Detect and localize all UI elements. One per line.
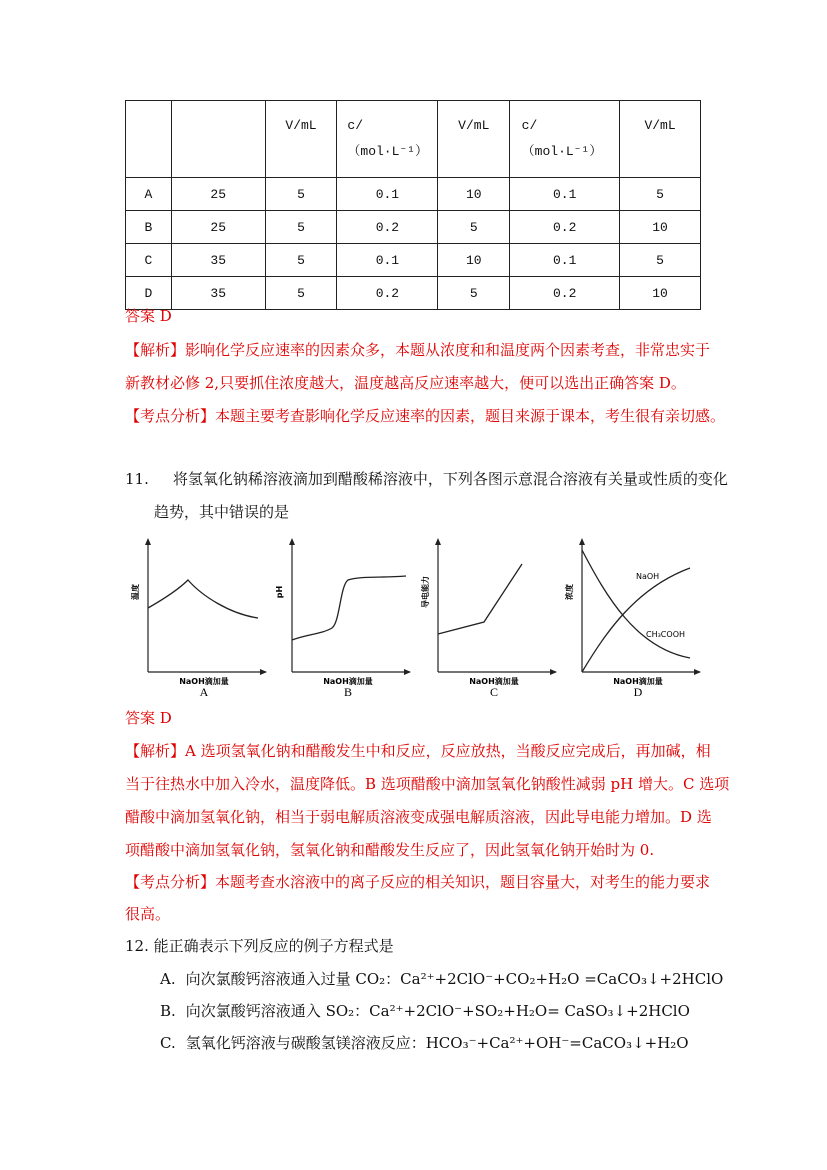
q12-option [160, 1033, 707, 1053]
chart-ylabel: 导电能力 [421, 576, 430, 608]
table-cell: B [126, 211, 172, 244]
chart-xlabel: NaOH滴加量 [179, 677, 229, 686]
ph-curve [292, 576, 406, 640]
chart-xlabel: NaOH滴加量 [613, 677, 663, 686]
table-cell: 0.2 [510, 277, 620, 310]
header-text: V/mL [644, 118, 676, 133]
chart-c [421, 536, 557, 699]
x-axis-arrow [260, 669, 267, 675]
table-header-cell [620, 101, 701, 178]
table-cell: 0.2 [510, 211, 620, 244]
table-cell: 5 [620, 244, 701, 277]
conductivity-curve [438, 564, 522, 634]
q11-point-line [125, 872, 711, 892]
header-text: c/（mol·L⁻¹） [521, 118, 603, 159]
table-row [126, 244, 701, 277]
table-cell: 35 [171, 277, 265, 310]
table-cell: 0.1 [510, 178, 620, 211]
table-cell: 0.1 [337, 244, 438, 277]
q11-analysis-line: 醋酸中滴加氢氧化钠，相当于弱电解质溶液变成强电解质溶液，因此导电能力增加。D 选 [125, 808, 712, 826]
table-cell: 10 [438, 244, 510, 277]
q12-stem: 12. 能正确表示下列反应的例子方程式是 [125, 937, 394, 955]
question-number: 11. [125, 470, 149, 488]
q11-stem [125, 469, 728, 489]
x-axis-arrow [550, 669, 557, 675]
option-text: 向次氯酸钙溶液通入 SO₂：Ca²⁺+2ClO⁻+SO₂+H₂O= CaSO₃↓+2HClO [185, 1002, 690, 1020]
q11-point-line: 很高。 [125, 905, 171, 923]
series-label-naoh: NaOH [636, 572, 660, 581]
analysis-text: A 选项氢氧化钠和醋酸发生中和反应，反应放热，当酸反应完成后，再加碱，相 [185, 742, 711, 760]
experiment-table [125, 100, 701, 310]
chart-c-svg [421, 536, 557, 699]
table-header-cell [265, 101, 337, 178]
option-text: 向次氯酸钙溶液通入过量 CO₂：Ca²⁺+2ClO⁻+CO₂+H₂O =CaCO₃↓+2HClO [185, 970, 724, 988]
naoh-curve [582, 568, 690, 672]
q11-stem-line2: 趋势，其中错误的是 [154, 503, 290, 521]
table-row [126, 178, 701, 211]
q12-option [160, 969, 724, 989]
table-cell: D [126, 277, 172, 310]
table-cell: 5 [265, 178, 337, 211]
point-tag: 【考点分析】 [125, 873, 216, 891]
analysis-tag: 【解析】 [125, 341, 186, 359]
table-header-cell [337, 101, 438, 178]
table-cell: 10 [620, 277, 701, 310]
table-cell: 25 [171, 211, 265, 244]
table-header-cell [126, 101, 172, 178]
option-text: 氢氧化钙溶液与碳酸氢镁溶液反应：HCO₃⁻+Ca²⁺+OH⁻=CaCO₃↓+H₂O [185, 1034, 689, 1052]
table-cell: 5 [265, 211, 337, 244]
chart-ylabel: pH [275, 585, 284, 599]
option-label: C. [160, 1034, 176, 1052]
table-row [126, 277, 701, 310]
chart-sublabel: C [489, 685, 499, 699]
analysis-tag: 【解析】 [125, 742, 186, 760]
y-axis-arrow [579, 538, 585, 545]
q10-analysis-line [125, 340, 711, 360]
q11-charts [131, 536, 708, 699]
header-text: V/mL [285, 118, 317, 133]
x-axis-arrow [404, 669, 411, 675]
q12-option [160, 1001, 707, 1021]
chart-d-svg [565, 536, 701, 699]
acetic-acid-curve [582, 550, 690, 658]
q10-answer: 答案 D [125, 307, 172, 325]
table-cell: 0.1 [337, 178, 438, 211]
table-cell: 35 [171, 244, 265, 277]
q11-analysis-line: 当于往热水中加入冷水，温度降低。B 选项醋酸中滴加氢氧化钠酸性减弱 pH 增大。C 选项 [125, 775, 730, 793]
point-text: 本题考查水溶液中的离子反应的相关知识，题目容量大，对考生的能力要求 [215, 873, 711, 891]
table-cell: 5 [620, 178, 701, 211]
chart-a [131, 536, 267, 699]
q11-analysis-line [125, 741, 711, 761]
header-text: V/mL [458, 118, 490, 133]
chart-b [275, 536, 411, 699]
table-cell: A [126, 178, 172, 211]
y-axis-arrow [289, 538, 295, 545]
table-cell: 25 [171, 178, 265, 211]
table-cell: 5 [265, 244, 337, 277]
table-cell: 5 [438, 277, 510, 310]
chart-sublabel: B [343, 685, 353, 699]
table-cell: 10 [620, 211, 701, 244]
y-axis-arrow [435, 538, 441, 545]
table-cell: 5 [265, 277, 337, 310]
x-axis-arrow [694, 669, 701, 675]
table-cell: C [126, 244, 172, 277]
y-axis-arrow [145, 538, 151, 545]
table-row [126, 211, 701, 244]
chart-xlabel: NaOH滴加量 [323, 677, 373, 686]
chart-a-svg [131, 536, 267, 699]
series-label-acetic-acid: CH₃COOH [646, 630, 686, 639]
table-header-row [126, 101, 701, 178]
chart-d [565, 536, 701, 699]
q11-analysis-line: 项醋酸中滴加氢氧化钠，氢氧化钠和醋酸发生反应了，因此氢氧化钠开始时为 0. [125, 841, 655, 859]
option-label: B. [160, 1002, 176, 1020]
table-header-cell [510, 101, 620, 178]
q10-analysis-line: 新教材必修 2,只要抓住浓度越大，温度越高反应速率越大，便可以选出正确答案 D。 [125, 374, 686, 392]
chart-sublabel: A [199, 685, 209, 699]
question-text: 将氢氧化钠稀溶液滴加到醋酸稀溶液中，下列各图示意混合溶液有关量或性质的变化 [172, 470, 728, 488]
chart-sublabel: D [633, 685, 643, 699]
option-label: A. [160, 970, 176, 988]
chart-b-svg [275, 536, 411, 699]
table-cell: 5 [438, 211, 510, 244]
temperature-curve [148, 580, 258, 618]
table-header-cell [438, 101, 510, 178]
point-tag: 【考点分析】 [125, 407, 216, 425]
point-text: 本题主要考查影响化学反应速率的因素，题目来源于课本，考生很有亲切感。 [215, 407, 726, 425]
q10-point-line [125, 406, 726, 426]
chart-ylabel: 浓度 [565, 584, 574, 600]
analysis-text: 影响化学反应速率的因素众多，本题从浓度和和温度两个因素考查，非常忠实于 [185, 341, 711, 359]
chart-ylabel: 温度 [131, 584, 140, 600]
chart-xlabel: NaOH滴加量 [469, 677, 519, 686]
table-cell: 0.2 [337, 277, 438, 310]
table-cell: 10 [438, 178, 510, 211]
table-cell: 0.1 [510, 244, 620, 277]
table-header-cell [171, 101, 265, 178]
header-text: c/（mol·L⁻¹） [347, 118, 429, 159]
q11-answer: 答案 D [125, 709, 172, 727]
table-cell: 0.2 [337, 211, 438, 244]
